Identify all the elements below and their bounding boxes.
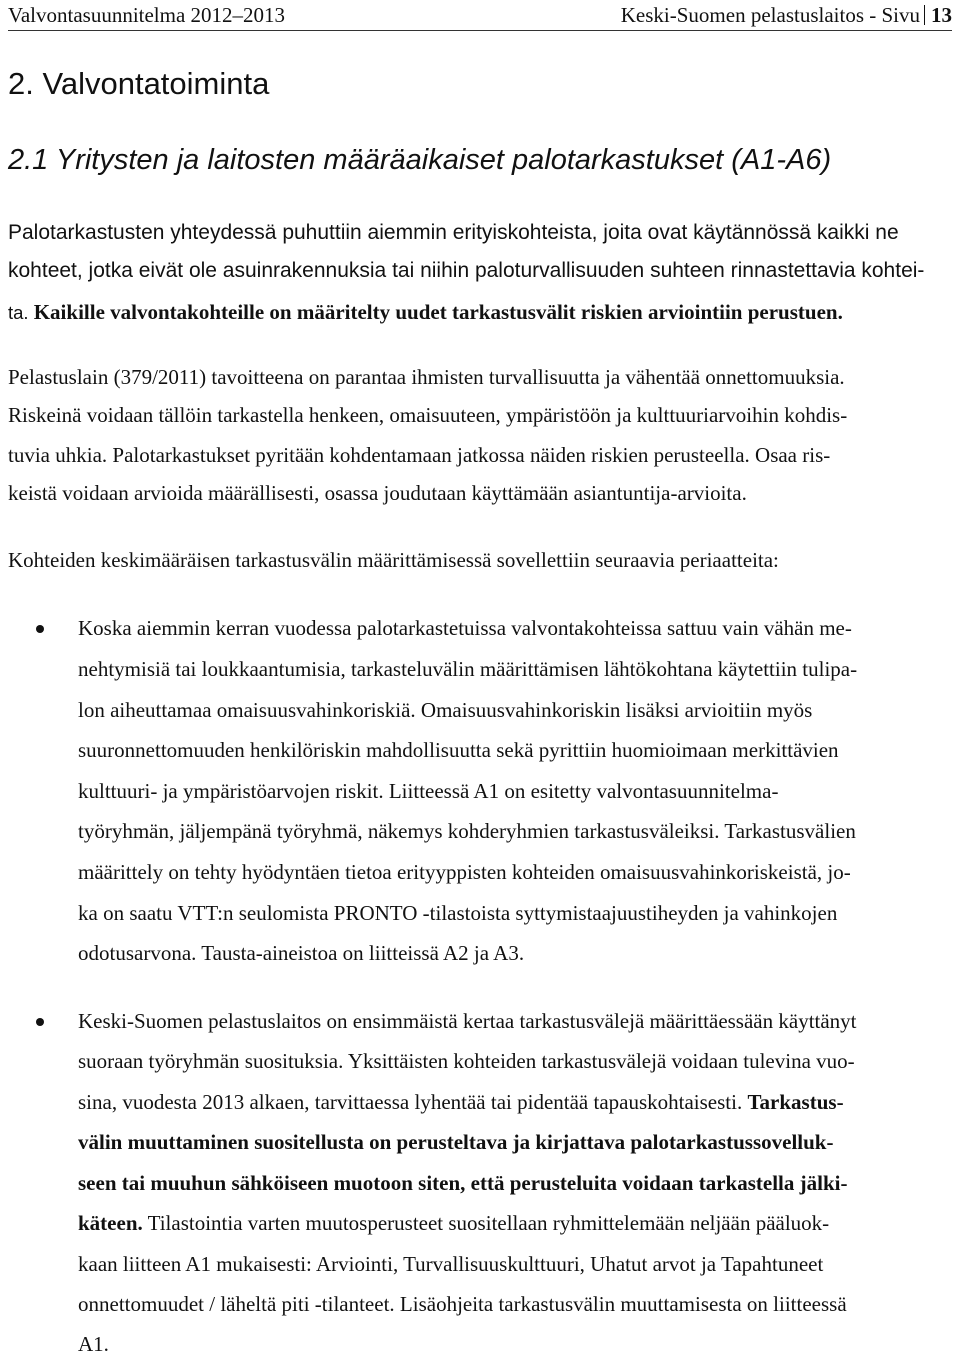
bullet1-line: määrittely on tehty hyödyntäen tietoa erityyppisten kohteiden omaisuusvahinkoriskeistä, jo- xyxy=(78,860,851,884)
bullet2-line xyxy=(78,1210,829,1236)
bullet2-line: kaan liitteen A1 mukaisesti: Arviointi, Turvallisuuskulttuuri, Uhatut arvot ja Tapahtuneet xyxy=(78,1252,824,1276)
principles-intro: Kohteiden keskimääräisen tarkastusvälin määrittämisessä sovellettiin seuraavia periaatteita: xyxy=(8,548,779,572)
bullet1-line: suuronnettomuuden henkilöriskin mahdollisuutta sekä pyrittiin huomioimaan merkittävien xyxy=(78,738,839,762)
header-org-label: Keski-Suomen pelastuslaitos - Sivu xyxy=(620,3,920,27)
bullet1-line: työryhmän, jäljempänä työryhmä, näkemys kohderyhmien tarkastusväleiksi. Tarkastusvälien xyxy=(78,819,856,843)
bullet-marker xyxy=(36,625,44,633)
chapter-title: 2. Valvontatoiminta xyxy=(8,66,270,101)
bullet2-line: onnettomuudet / läheltä piti -tilanteet. Lisäohjeita tarkastusvälin muuttamisesta on liitteessä xyxy=(78,1292,847,1316)
section-title: 2.1 Yritysten ja laitosten määräaikaiset palotarkastukset (A1-A6) xyxy=(8,144,832,176)
page-number: 13 xyxy=(931,3,952,27)
bullet2-emphasis: seen tai muuhun sähköiseen muotoon siten, että perusteluita voidaan tarkastella jälki- xyxy=(78,1171,848,1195)
bullet2-line: Keski-Suomen pelastuslaitos on ensimmäistä kertaa tarkastusvälejä määrittäessään käyttänyt xyxy=(78,1009,857,1033)
page-header xyxy=(8,2,952,31)
bullet1-line: Koska aiemmin kerran vuodessa palotarkastetuissa valvontakohteissa sattuu vain vähän me- xyxy=(78,616,852,640)
para2-line: Pelastuslain (379/2011) tavoitteena on parantaa ihmisten turvallisuutta ja vähentää onnettomuuksia. xyxy=(8,365,845,389)
intro-line xyxy=(8,299,843,326)
header-document-title: Valvontasuunnitelma 2012–2013 xyxy=(8,3,286,27)
bullet2-line xyxy=(78,1129,833,1155)
bullet2-line-start: sina, vuodesta 2013 alkaen, tarvittaessa lyhentää tai pidentää tapauskohtaisesti. xyxy=(78,1090,748,1114)
para2-line: Riskeinä voidaan tällöin tarkastella henkeen, omaisuuteen, ympäristöön ja kulttuuriarvoihin kohdis- xyxy=(8,403,848,427)
intro-emphasis: Kaikille valvontakohteille on määritelty uudet tarkastusvälit riskien arviointiin perustuen. xyxy=(33,300,843,324)
header-separator xyxy=(924,5,925,25)
bullet1-line: odotusarvona. Tausta-aineistoa on liitteissä A2 ja A3. xyxy=(78,941,525,965)
intro-line: Palotarkastusten yhteydessä puhuttiin aiemmin erityiskohteista, joita ovat käytännössä kaikki ne xyxy=(8,221,899,244)
para2-line: tuvia uhkia. Palotarkastukset pyritään kohdentamaan jatkossa näiden riskien perusteella. Osaa ris- xyxy=(8,443,831,467)
intro-line-start: ta. xyxy=(8,302,34,323)
bullet1-line: kulttuuri- ja ympäristöarvojen riskit. Liitteessä A1 on esitetty valvontasuunnitelma- xyxy=(78,779,779,803)
bullet2-line: A1. xyxy=(78,1332,109,1356)
para2-line: keistä voidaan arvioida määrällisesti, osassa joudutaan käyttämään asiantuntija-arvioita. xyxy=(8,481,747,505)
bullet2-line xyxy=(78,1170,847,1196)
bullet1-line: lon aiheuttamaa omaisuusvahinkoriskiä. Omaisuusvahinkoriskin lisäksi arvioitiin myös xyxy=(78,698,813,722)
intro-line: kohteet, jotka eivät ole asuinrakennuksia tai niihin paloturvallisuuden suhteen rinnastettavia kohtei- xyxy=(8,259,925,282)
bullet2-emphasis: välin muuttaminen suositellusta on perusteltava ja kirjattava palotarkastussovelluk- xyxy=(78,1130,834,1154)
bullet2-line xyxy=(78,1089,844,1115)
bullet2-line-rest: Tilastointia varten muutosperusteet suositellaan ryhmittelemään neljään pääluok- xyxy=(142,1211,830,1235)
bullet2-emphasis: käteen. xyxy=(78,1211,143,1235)
bullet1-line: ka on saatu VTT:n seulomista PRONTO -tilastoista syttymistaajuustiheyden ja vahinkojen xyxy=(78,901,838,925)
bullet-marker xyxy=(36,1018,44,1026)
bullet2-emphasis: Tarkastus- xyxy=(747,1090,844,1114)
bullet1-line: nehtymisiä tai loukkaantumisia, tarkasteluvälin määrittämisen lähtökohtana käytettiin tulipa- xyxy=(78,657,858,681)
bullet2-line: suoraan työryhmän suosituksia. Yksittäisten kohteiden tarkastusvälejä voidaan tulevina vuo- xyxy=(78,1049,855,1073)
header-organization xyxy=(621,2,952,28)
